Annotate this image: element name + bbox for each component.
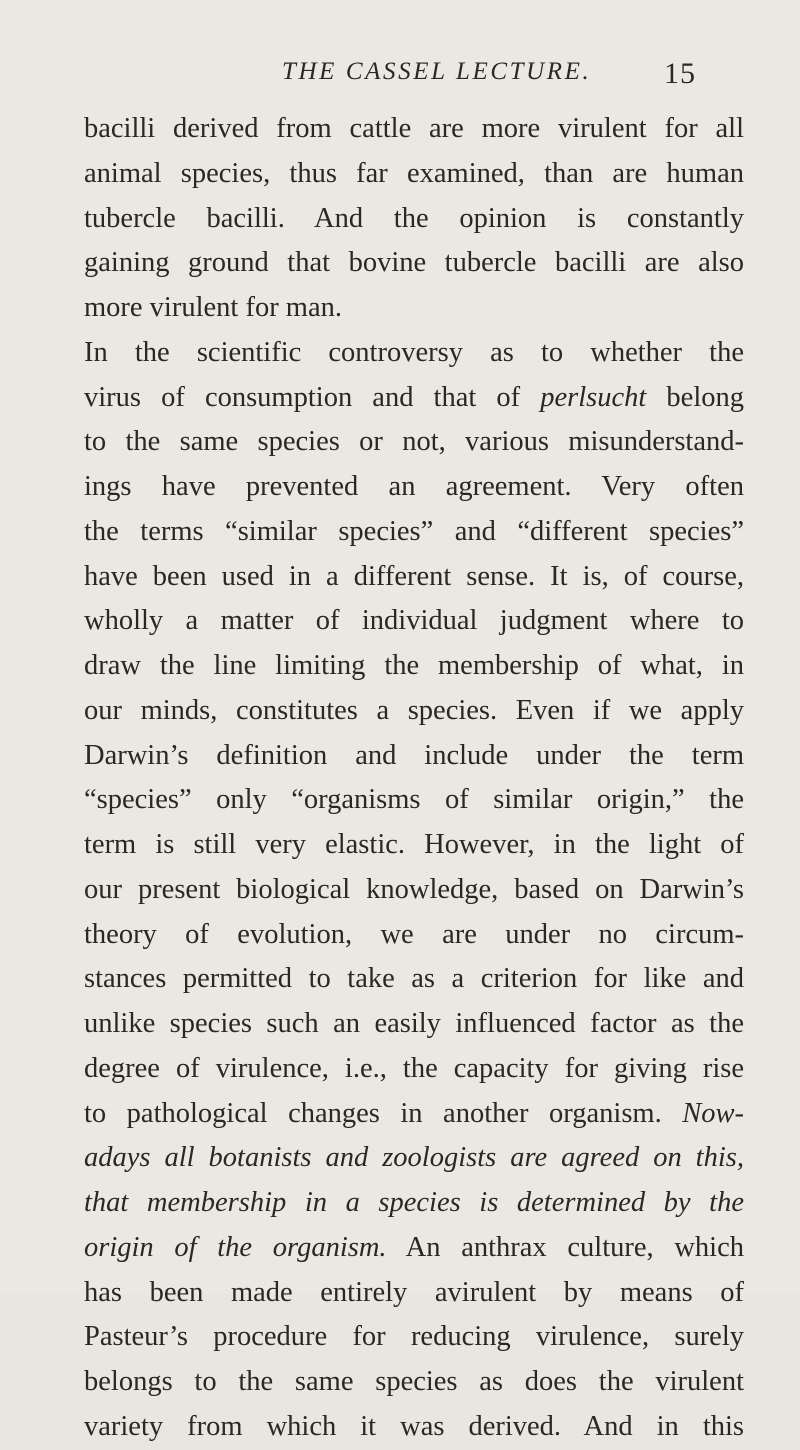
text-line [84,1226,744,1271]
text-line: tubercle bacilli. And the opinion is constantly [84,202,744,234]
text-line: wholly a matter of individual judgment where to [84,605,744,637]
italic-line: that membership in a species is determined by the [84,1187,744,1218]
text-line: to the same species or not, various misunderstand- [84,426,744,458]
paragraph-end-line: more virulent for man. [84,292,343,323]
text-line: variety from which it was derived. And in this [84,1410,744,1442]
paragraph-start-line: In the scientific controversy as to whether the [84,336,744,368]
text-line: the terms “similar species” and “different species” [84,515,744,547]
text-line: ings have prevented an agreement. Very often [84,471,744,502]
text-line [84,1092,744,1137]
text-line: our present biological knowledge, based on Darwin’s [84,873,744,905]
text-line: degree of virulence, i.e., the capacity for giving rise [84,1052,744,1084]
text-run: virus of consumption and that of [84,381,541,413]
text-line: Pasteur’s procedure for reducing virulence, surely [84,1321,744,1353]
text-line: term is still very elastic. However, in the light of [84,829,744,860]
text-line: has been made entirely avirulent by means of [84,1276,744,1308]
running-head-title: THE CASSEL LECTURE. [282,58,592,85]
text-line: have been used in a different sense. It is, of course, [84,560,744,592]
text-line: unlike species such an easily influenced factor as the [84,1008,744,1039]
running-head [0,52,800,92]
body-text [84,107,744,1450]
text-line [84,376,744,421]
text-line: our minds, constitutes a species. Even if we apply [84,694,744,726]
italic-run: Now- [682,1097,744,1129]
text-line: “species” only “organisms of similar origin,” the [84,784,744,816]
text-line: gaining ground that bovine tubercle bacilli are also [84,247,744,279]
italic-term: perlsucht [540,381,647,413]
text-run: An anthrax culture, which [386,1231,744,1263]
text-run: to pathological changes in another organism. [84,1097,683,1129]
text-line: draw the line limiting the membership of what, in [84,650,744,681]
text-line: Darwin’s definition and include under the term [84,739,744,771]
italic-line: adays all botanists and zoologists are agreed on this, [84,1142,744,1174]
page-number: 15 [664,57,696,90]
text-run: belong [646,381,744,413]
text-line: theory of evolution, we are under no circum- [84,918,744,950]
text-line: animal species, thus far examined, than are human [84,157,744,189]
text-line: bacilli derived from cattle are more virulent for all [84,113,744,144]
text-line: belongs to the same species as does the virulent [84,1366,744,1397]
text-line: stances permitted to take as a criterion for like and [84,963,744,995]
italic-run: origin of the organism. [84,1231,387,1263]
